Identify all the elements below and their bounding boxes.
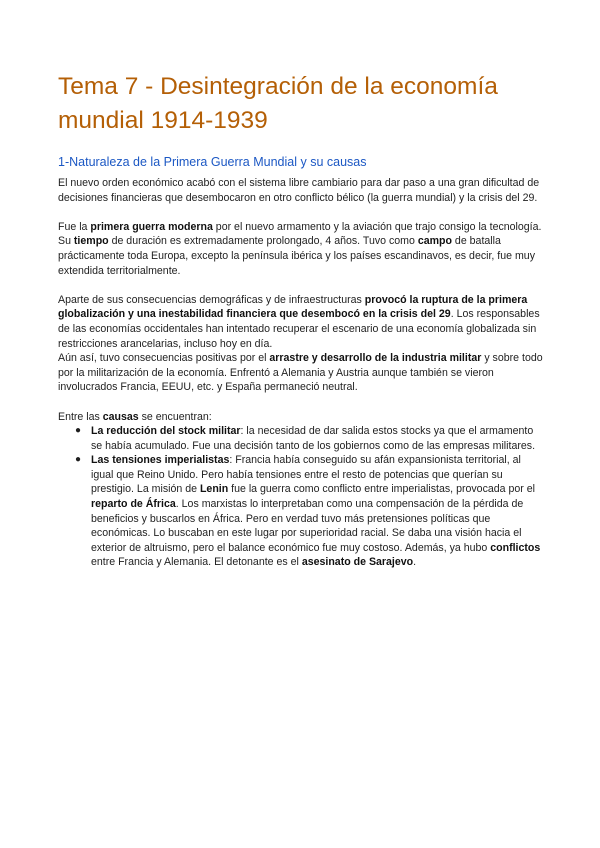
text-run: por el nuevo armamento y la aviación que trajo consigo la tecnología. Su [58,220,542,248]
text-run: entre Francia y Alemania. El detonante es el [91,556,302,569]
text-run: y sobre todo por la militarización de la economía. Enfrentó a Alemania y Austria aunque también se vieron involucrados Francia, EEUU, etc. y España permaneció neutral. [58,352,543,394]
bullet-icon: ● [75,425,82,437]
causes-list [58,424,544,570]
text-run: : la necesidad de dar salida estos stocks ya que el armamento se había acumulado. Fue una decisión tanto de los gobiernos como de las empresas militares. [91,425,536,452]
bold-reduccion-stock: La reducción del stock militar [91,425,241,438]
paragraph-consequences [58,293,544,351]
text-run: . Los marxistas lo interpretaban como una compensación de la pérdida de beneficios y buscarlos en África. Pero en verdad tuvo más pretensiones políticas que económicas. Lo buscaban en este lugar por superioridad racial. Se daba una visión hacia el exterior de altruismo, pero el balance económico fue muy costoso. Además, ya hubo [91,498,524,554]
text-run: fue la guerra como conflicto entre imperialistas, provocada por el [228,483,535,496]
paragraph-positive-consequences [58,351,544,395]
bold-campo: campo [417,235,452,248]
text-run: Aparte de sus consecuencias demográficas y de infraestructuras [58,293,365,306]
bold-asesinato-sarajevo: asesinato de Sarajevo [301,556,414,569]
text-run: . Los responsables de las economías occidentales han intentado recuperar el escenario de una economía globalizada sin restricciones arancelarias, incluso hoy en día. [58,308,540,350]
bold-lenin: Lenin [199,483,229,496]
paragraph-causes-intro [58,410,544,425]
bold-ruptura-globalizacion: provocó la ruptura de la primera globalización y una inestabilidad financiera que desembocó en la crisis del 29 [58,293,528,321]
bold-tiempo: tiempo [73,235,109,248]
text-run: : Francia había conseguido su afán expansionista territorial, al igual que Reino Unido. Pero había tensiones entre el resto de potencias que querían su prestigio. La misión de [91,454,521,496]
text-run: . [413,556,417,569]
list-item [58,424,544,453]
page-title [58,70,544,138]
section-heading: 1-Naturaleza de la Primera Guerra Mundial y su causas [58,155,367,169]
bold-primera-guerra-moderna: primera guerra moderna [90,220,213,233]
list-item [58,453,544,570]
text-run: Fue la [58,220,91,233]
text-run: Entre las [58,410,103,423]
bold-causas: causas [102,410,139,423]
text-run: de batalla prácticamente toda Europa, excepto la península ibérica y los países escandinavos, es decir, fue muy extendida territorialmente. [58,235,535,277]
bold-tensiones-imperialistas: Las tensiones imperialistas [91,454,230,467]
text-run: de duración es extremadamente prolongado, 4 años. Tuvo como [108,235,418,248]
text-run: Aún así, tuvo consecuencias positivas por el [58,352,270,365]
paragraph-intro: El nuevo orden económico acabó con el sistema libre cambiario para dar paso a una gran dificultad de decisiones financieras que desembocaron en otro conflicto bélico (la guerra mundial) y la crisis del 29. [58,177,540,204]
title-line-2: mundial 1914-1939 [58,107,268,134]
title-line-1: Tema 7 - Desintegración de la economía [58,73,498,100]
bold-industria-militar: arrastre y desarrollo de la industria militar [269,352,482,365]
bullet-icon: ● [75,454,82,466]
text-run: se encuentran: [138,410,212,423]
bold-conflictos: conflictos [490,541,541,554]
document-page [58,70,544,570]
paragraph-first-modern-war [58,220,544,278]
bold-reparto-africa: reparto de África [91,498,176,511]
